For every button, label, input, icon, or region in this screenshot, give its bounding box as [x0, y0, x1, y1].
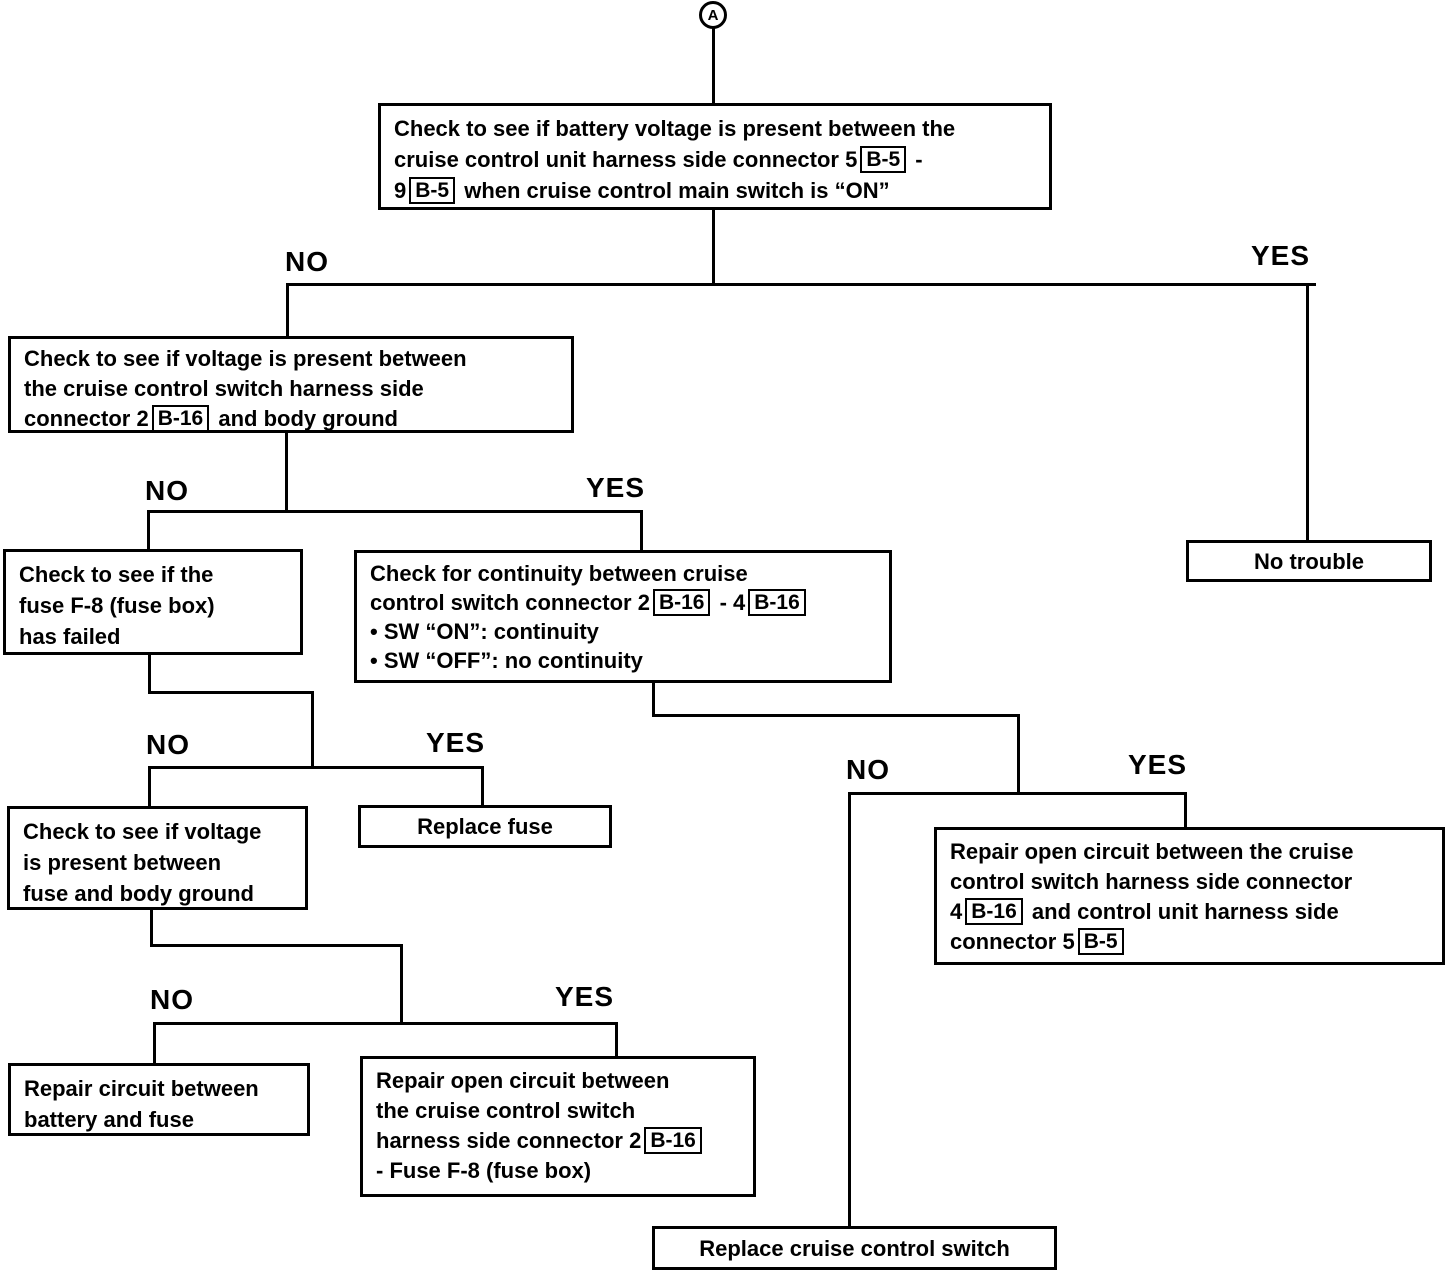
flow-line	[712, 27, 715, 103]
node-text: control switch connector 2	[370, 590, 650, 615]
node-text-line	[376, 1096, 740, 1126]
flow-line	[285, 432, 288, 513]
flow-line	[147, 510, 643, 513]
node-text: control switch harness side connector	[950, 869, 1353, 894]
branch-label-yes: YES	[1251, 240, 1311, 271]
node-text: fuse F-8 (fuse box)	[19, 593, 215, 618]
node-text-line	[24, 1104, 294, 1135]
branch-label-yes: YES	[426, 727, 486, 758]
node-text-line	[376, 1126, 740, 1156]
branch-label-no: NO	[145, 475, 189, 506]
node-text: harness side connector 2	[376, 1128, 642, 1153]
flow-line	[150, 909, 153, 947]
node-text-line	[24, 344, 558, 374]
node-text-line	[24, 1073, 294, 1104]
node-text: Check to see if battery voltage is present between the	[394, 116, 956, 141]
node-text: • SW “ON”: continuity	[370, 619, 599, 644]
flow-line	[848, 792, 851, 1228]
flow-line	[148, 766, 151, 807]
flow-line	[1306, 283, 1309, 541]
branch-label-yes: YES	[586, 472, 646, 503]
node-fuse-voltage-check	[7, 806, 308, 910]
entry-connector-label: A	[707, 6, 719, 24]
node-switch-voltage-check	[8, 336, 574, 433]
node-label: Replace cruise control switch	[699, 1235, 1010, 1261]
node-text: has failed	[19, 624, 121, 649]
node-text: battery and fuse	[24, 1107, 194, 1132]
connector-ref-badge: B-16	[653, 589, 711, 616]
branch-label-yes: YES	[555, 981, 615, 1012]
branch-label-no: NO	[150, 984, 194, 1015]
entry-connector-a	[699, 1, 727, 29]
node-text-line	[370, 646, 876, 675]
node-text-line	[370, 559, 876, 588]
flow-line	[286, 283, 1316, 286]
node-text-line	[23, 816, 292, 847]
node-text: is present between	[23, 850, 222, 875]
node-text-line	[394, 144, 1036, 175]
node-text-line	[24, 374, 558, 404]
node-text: connector 2	[24, 406, 149, 431]
flow-line	[848, 792, 1187, 795]
node-text: Repair open circuit between the cruise	[950, 839, 1354, 864]
node-repair-battery-fuse	[8, 1063, 310, 1136]
node-text-line	[24, 404, 558, 434]
node-repair-switch-fuse	[360, 1056, 756, 1197]
node-text: when cruise control main switch is “ON”	[458, 178, 890, 203]
node-text-line	[19, 590, 287, 621]
node-text-line	[19, 559, 287, 590]
node-text: Check for continuity between cruise	[370, 561, 748, 586]
node-text-line	[23, 878, 292, 909]
branch-label-yes: YES	[1128, 749, 1188, 780]
flow-line	[400, 944, 403, 1025]
flow-line	[153, 1022, 618, 1025]
node-text: • SW “OFF”: no continuity	[370, 648, 643, 673]
flow-line	[150, 944, 403, 947]
node-text: Repair circuit between	[24, 1076, 259, 1101]
node-replace-switch	[652, 1226, 1057, 1270]
node-text-line	[376, 1066, 740, 1096]
flow-line	[615, 1022, 618, 1058]
node-text-line	[950, 867, 1429, 897]
node-text: the cruise control switch	[376, 1098, 636, 1123]
node-replace-fuse	[358, 805, 612, 848]
node-text: Check to see if voltage is present between	[24, 346, 467, 371]
flow-line	[1017, 714, 1020, 795]
flow-line	[148, 654, 151, 694]
node-text-line	[370, 617, 876, 646]
node-text-line	[23, 847, 292, 878]
node-text: -	[909, 147, 923, 172]
node-text-line	[370, 588, 876, 617]
node-text: the cruise control switch harness side	[24, 376, 424, 401]
node-text: - 4	[713, 590, 746, 615]
flow-line	[153, 1022, 156, 1064]
node-text-line	[19, 621, 287, 652]
flow-line	[147, 510, 150, 550]
node-continuity-check	[354, 550, 892, 683]
node-text: connector 5	[950, 929, 1075, 954]
node-text: - Fuse F-8 (fuse box)	[376, 1158, 592, 1183]
connector-ref-badge: B-16	[748, 589, 806, 616]
flow-line	[640, 510, 643, 552]
connector-ref-badge: B-5	[1078, 928, 1124, 955]
branch-label-no: NO	[846, 754, 890, 785]
node-repair-switch-unit	[934, 827, 1445, 965]
flow-line	[148, 766, 484, 769]
node-text: 9	[394, 178, 407, 203]
flow-line	[311, 691, 314, 769]
flow-line	[712, 209, 715, 286]
flow-line	[1184, 792, 1187, 828]
node-text: Check to see if the	[19, 562, 214, 587]
flow-line	[652, 714, 1020, 717]
node-text-line	[394, 113, 1036, 144]
node-text: and body ground	[212, 406, 398, 431]
flow-line	[652, 681, 655, 717]
branch-label-no: NO	[285, 246, 329, 277]
connector-ref-badge: B-16	[965, 898, 1023, 925]
flow-line	[481, 766, 484, 806]
branch-label-no: NO	[146, 729, 190, 760]
node-text: and control unit harness side	[1025, 899, 1339, 924]
node-text: Repair open circuit between	[376, 1068, 670, 1093]
flow-line	[148, 691, 314, 694]
node-text: 4	[950, 899, 963, 924]
node-label: Replace fuse	[417, 814, 553, 839]
node-battery-voltage-check	[378, 103, 1052, 210]
connector-ref-badge: B-5	[409, 177, 455, 204]
flow-line	[286, 283, 289, 336]
node-text-line	[950, 897, 1429, 927]
node-text-line	[950, 837, 1429, 867]
connector-ref-badge: B-16	[644, 1127, 702, 1154]
connector-ref-badge: B-5	[860, 146, 906, 173]
node-fuse-failed-check	[3, 549, 303, 655]
node-no-trouble	[1186, 540, 1432, 582]
node-text-line	[376, 1156, 740, 1186]
node-text-line	[394, 175, 1036, 206]
node-text: Check to see if voltage	[23, 819, 262, 844]
node-text: cruise control unit harness side connector 5	[394, 147, 858, 172]
node-text: fuse and body ground	[23, 881, 254, 906]
node-text-line	[950, 927, 1429, 957]
node-label: No trouble	[1254, 548, 1364, 574]
connector-ref-badge: B-16	[152, 405, 210, 432]
